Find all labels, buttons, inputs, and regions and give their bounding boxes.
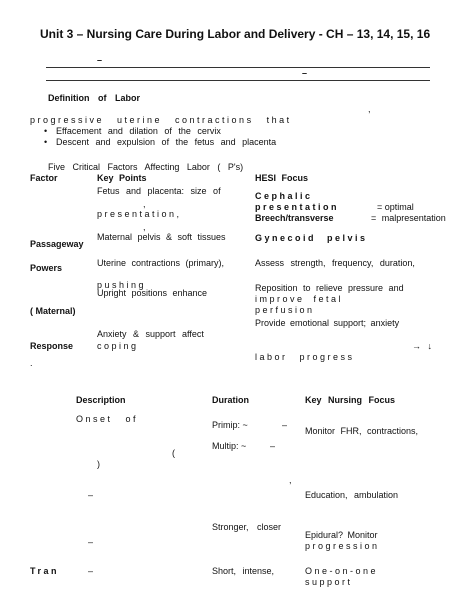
definition-heading: Definition of Labor (48, 93, 140, 103)
stage-description: Onset of (76, 414, 139, 424)
passageway-hesi-focus: Gynecoid pelvis (255, 233, 368, 243)
powers-hesi-focus: Assess strength, frequency, duration, (255, 258, 415, 268)
factor-passageway: Passageway (30, 239, 84, 249)
powers-key-point: pushing (97, 280, 147, 290)
column-header-key-nursing-focus: Key Nursing Focus (305, 395, 396, 405)
position-hesi-focus: improve fetal (255, 294, 344, 304)
stage-dash: – (88, 490, 94, 500)
factor-maternal: ( Maternal) (30, 306, 76, 316)
psych-hesi-focus: Provide emotional support; anxiety (255, 318, 400, 328)
passenger-key-point: Fetus and placenta: size of (97, 186, 221, 196)
divider-line (46, 67, 430, 68)
stage-nursing-focus: progression (305, 541, 380, 551)
labor-progress-text: labor progress (255, 352, 355, 362)
factor-response: Response (30, 341, 74, 351)
passenger-hesi-focus: presentation (255, 202, 340, 212)
column-header-factor: Factor (30, 173, 58, 183)
position-hesi-focus: Reposition to relieve pressure and (255, 283, 404, 293)
stage-duration: Short, intense, (212, 566, 275, 576)
passageway-key-point: Maternal pelvis & soft tissues (97, 232, 226, 242)
stage-nursing-focus: support (305, 577, 353, 587)
stage-duration: Stronger, closer (212, 522, 282, 532)
passenger-hesi-focus: Breech/transverse (255, 213, 334, 223)
passenger-key-point: , (143, 199, 146, 209)
definition-bullet: • Effacement and dilation of the cervix (56, 126, 221, 137)
stage-duration-multip: Multip: ~ (212, 441, 247, 451)
stage-nursing-focus: Epidural? Monitor (305, 530, 378, 540)
title-dash: – (302, 68, 308, 78)
column-header-key-points: Key Points (97, 173, 147, 183)
stage-duration-primip: Primip: ~ (212, 420, 248, 430)
stage-nursing-focus: Monitor FHR, contractions, (305, 426, 419, 436)
stage-dash: – (88, 566, 94, 576)
arrow-icons: → ↓ (412, 341, 433, 351)
stage-comma: , (289, 475, 292, 485)
definition-text: progressive uterine contractions that (30, 115, 292, 125)
definition-bullet: • Descent and expulsion of the fetus and placenta (56, 137, 276, 148)
position-key-point: Upright positions enhance (97, 288, 208, 298)
passenger-key-point: presentation, (97, 209, 182, 219)
column-header-hesi-focus: HESI Focus (255, 173, 309, 183)
passenger-hesi-focus: Cephalic (255, 191, 313, 201)
column-header-description: Description (76, 395, 126, 405)
stage-nursing-focus: Education, ambulation (305, 490, 399, 500)
stage-nursing-focus: One-on-one (305, 566, 379, 576)
definition-comma: , (368, 104, 371, 114)
passenger-hesi-focus: = optimal (377, 202, 414, 212)
psych-key-point: coping (97, 341, 139, 351)
stage-paren: ) (97, 459, 100, 469)
psych-key-point: Anxiety & support affect (97, 329, 204, 339)
column-header-duration: Duration (212, 395, 249, 405)
powers-key-point: Uterine contractions (primary), (97, 258, 225, 268)
divider-line (46, 80, 430, 81)
factor-powers: Powers (30, 263, 63, 273)
stray-mark: . (30, 358, 33, 368)
stage-transition-label: Tran (30, 566, 60, 576)
stage-duration-dash: – (282, 420, 288, 430)
factors-heading: Five Critical Factors Affecting Labor ( P's) (48, 162, 244, 172)
passenger-key-point: , (143, 222, 146, 232)
passenger-hesi-focus: = malpresentation (371, 213, 446, 223)
stage-dash: – (88, 537, 94, 547)
stage-paren: ( (172, 448, 175, 458)
page-title: Unit 3 – Nursing Care During Labor and Delivery - CH – 13, 14, 15, 16 (40, 27, 431, 41)
title-dash: – (97, 55, 103, 65)
position-hesi-focus: perfusion (255, 305, 315, 315)
stage-duration-dash: – (270, 441, 276, 451)
